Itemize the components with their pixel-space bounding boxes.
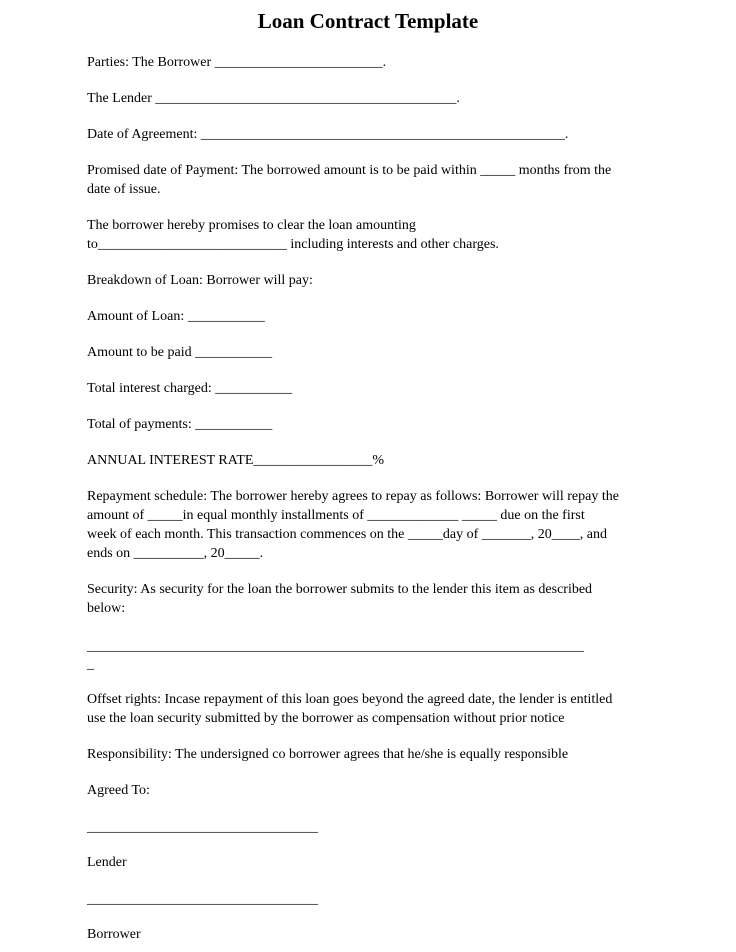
- amount-of-loan-line: Amount of Loan: ___________: [87, 309, 265, 324]
- repayment-line-3: week of each month. This transaction commences on the _____day of _______, 20____, and: [87, 527, 607, 542]
- document-title: Loan Contract Template: [257, 9, 479, 33]
- security-line-2: below:: [87, 601, 126, 616]
- lender-line: The Lender ___________________________________________.: [87, 91, 460, 106]
- loan-amount-line-1: The borrower hereby promises to clear the loan amounting: [87, 218, 416, 233]
- parties-line: Parties: The Borrower ________________________.: [87, 55, 387, 70]
- borrower-label: Borrower: [87, 927, 141, 942]
- date-of-agreement-line: Date of Agreement: ____________________________________________________.: [87, 127, 569, 142]
- security-line-1: Security: As security for the loan the borrower submits to the lender this item as described: [87, 582, 593, 597]
- offset-rights-line-2: use the loan security submitted by the borrower as compensation without prior notice: [87, 711, 565, 726]
- lender-label: Lender: [87, 855, 127, 870]
- repayment-line-4: ends on __________, 20_____.: [87, 546, 264, 561]
- loan-amount-line-2: to___________________________ including interests and other charges.: [87, 237, 499, 252]
- agreed-to-label: Agreed To:: [87, 783, 150, 798]
- security-blank-line: _______________________________________________________________________: [87, 639, 584, 654]
- annual-interest-rate-line: ANNUAL INTEREST RATE_________________%: [87, 453, 385, 468]
- responsibility-line: Responsibility: The undersigned co borrower agrees that he/she is equally responsible: [87, 747, 569, 762]
- lender-signature-line: _________________________________: [87, 820, 318, 835]
- total-payments-line: Total of payments: ___________: [87, 417, 273, 432]
- breakdown-heading: Breakdown of Loan: Borrower will pay:: [87, 273, 313, 288]
- amount-to-be-paid-line: Amount to be paid ___________: [87, 345, 273, 360]
- promised-date-line-1: Promised date of Payment: The borrowed amount is to be paid within _____ months from the: [87, 163, 612, 178]
- offset-rights-line-1: Offset rights: Incase repayment of this loan goes beyond the agreed date, the lender is entitled: [87, 692, 613, 707]
- repayment-line-2: amount of _____in equal monthly installments of _____________ _____ due on the first: [87, 508, 585, 523]
- repayment-line-1: Repayment schedule: The borrower hereby agrees to repay as follows: Borrower will repay the: [87, 489, 619, 504]
- total-interest-line: Total interest charged: ___________: [87, 381, 293, 396]
- promised-date-line-2: date of issue.: [87, 182, 161, 197]
- security-blank-tail: _: [87, 657, 94, 672]
- borrower-signature-line: _________________________________: [87, 892, 318, 907]
